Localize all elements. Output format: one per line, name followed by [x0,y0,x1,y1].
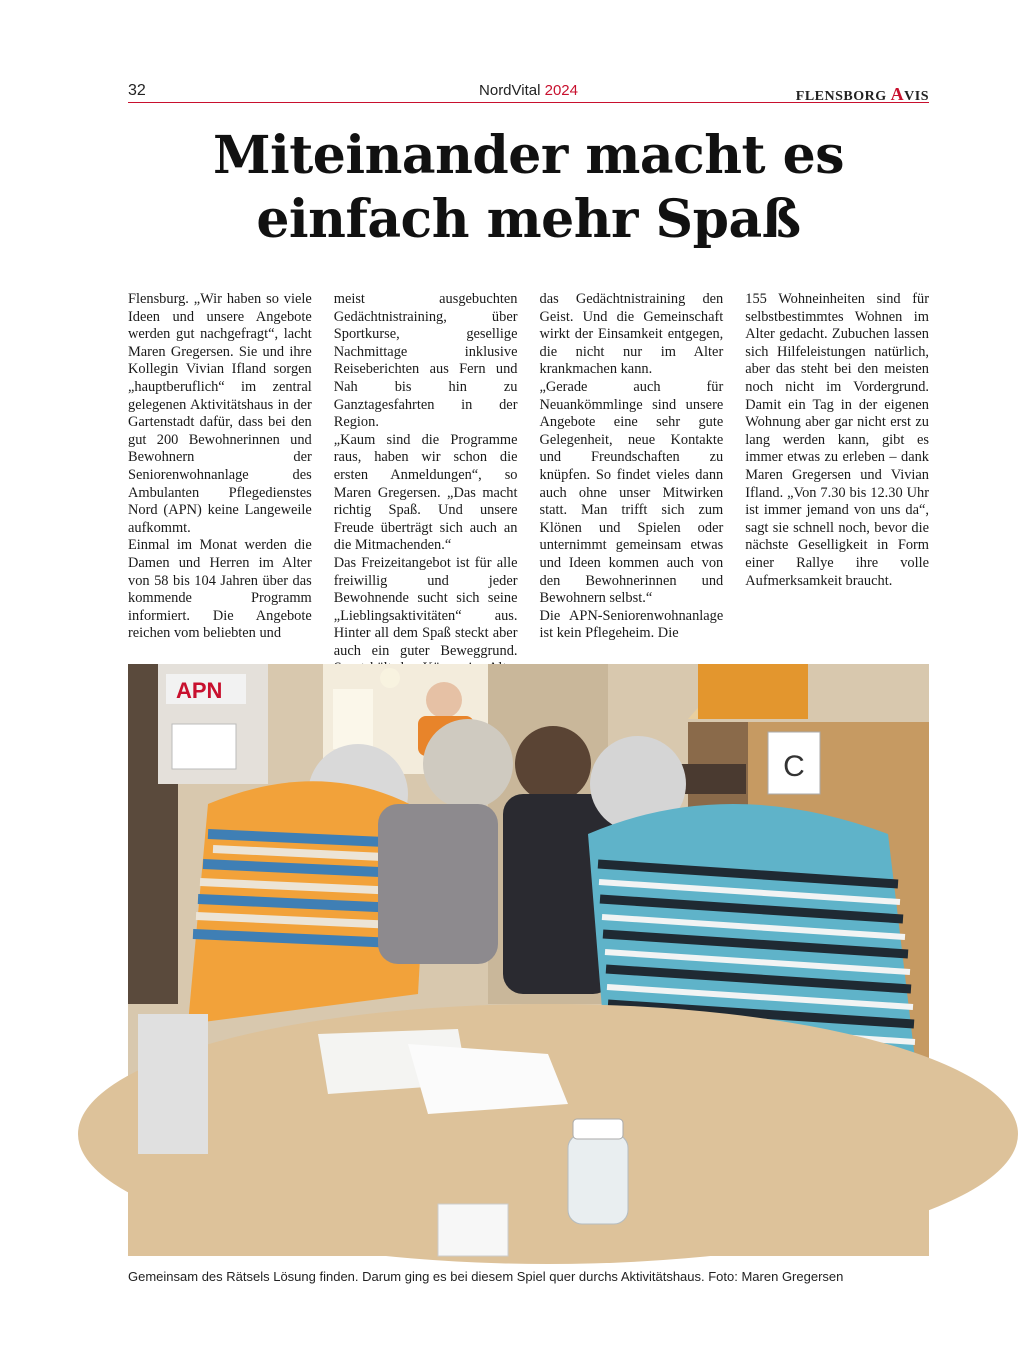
logo-text-suffix: VIS [904,89,929,104]
logo-letter-a: A [890,84,905,104]
paragraph: meist ausgebuchten Gedächtnistraining, über Sportkurse, gesellige Nachmittage inklusive Reiseberichten aus Fern und Nah bis hin zu Ganztagesfahrten in der Region. [333,291,518,431]
paragraph: „Kaum sind die Programme raus, haben wir schon die ersten Anmeldungen“, so Maren Gregersen. „Das macht richtig Spaß. Und unsere Freude überträgt sich auch an die Mitmachenden.“ [333,431,518,554]
title-line-2: einfach mehr Spaß [256,189,801,250]
paragraph: das Gedächtnistraining den Geist. Und die Gemeinschaft wirkt der Einsamkeit entgegen, die nicht nur im Alter krankmachen kann. [539,291,724,378]
page-number: 32 [128,82,146,99]
article-photo [128,664,929,1256]
article-title [128,124,929,252]
text-column-4 [745,291,929,636]
photo-illustration [128,664,929,1256]
apn-sign-text: APN [176,678,223,703]
paragraph: Die APN-Seniorenwohnanlage ist kein Pflegeheim. Die [539,607,724,642]
text-column-2 [333,291,518,659]
paragraph: Einmal im Monat werden die Damen und Herren im Alter von 58 bis 104 Jahren über das kommende Programm informiert. Die Angebote reichen vom beliebten und [128,537,312,642]
article-body [128,291,929,659]
newspaper-logo [796,84,929,105]
page-header [128,82,929,103]
text-column-1 [128,291,312,642]
paragraph: 155 Wohneinheiten sind für selbstbestimmtes Wohnen im Alter gedacht. Zubuchen lassen sich Hilfeleistungen natürlich, aber das steht bei den meisten noch nicht im Vordergrund. Damit ein Tag in der eigenen Wohnung aber gar nicht erst zu lang werden kann, gibt es immer etwas zu erleben – dank Maren Gregersen und Vivian Ifland. „Von 7.30 bis 12.30 Uhr ist immer jemand von uns da“, sagt sie schnell noch, bevor die nächste Geselligkeit in Form einer Rallye ihre volle Aufmerksamkeit braucht. [745,291,929,589]
paragraph: Flensburg. „Wir haben so viele Ideen und unsere Angebote werden gut nachgefragt“, lacht Maren Gregersen. Sie und ihre Kollegin Vivian Ifland sorgen „hauptberuflich“ im zentral gelegenen Aktivitätshaus in der Gartenstadt dafür, dass bei den gut 200 Bewohnerinnen und Bewohnern der Seniorenwohnanlage des Ambulanten Pflegedienstes Nord (APN) keine Langeweile aufkommt. [128,291,312,536]
paragraph: „Gerade auch für Neuankömmlinge sind unsere Angebote eine sehr gute Gelegenheit, neue Kontakte und Freundschaften zu knüpfen. So findet vieles dann auch ohne unser Mitwirken statt. Man trifft sich zum Klönen und Spielen oder unternimmt gemeinsam etwas und Ideen kommen auch von den Bewohnerinnen und Bewohnern selbst.“ [539,378,724,607]
title-line-1: Miteinander macht es [212,125,845,186]
paragraph: Das Freizeitangebot ist für alle freiwillig und jeder Bewohnende sucht sich seine „Lieblingsaktivitäten“ aus. Hinter all dem Spaß steckt aber auch ein guter Beweggrund. [333,554,518,659]
shelf-label-c: C [783,750,805,783]
logo-text-prefix: FLENSBORG [795,89,891,104]
magazine-name: NordVital [479,82,541,99]
text-column-3 [539,291,724,642]
magazine-year: 2024 [544,82,578,99]
photo-caption: Gemeinsam des Rätsels Lösung finden. Darum ging es bei diesem Spiel quer durchs Aktivitätshaus. Foto: Maren Gregersen [128,1269,844,1284]
